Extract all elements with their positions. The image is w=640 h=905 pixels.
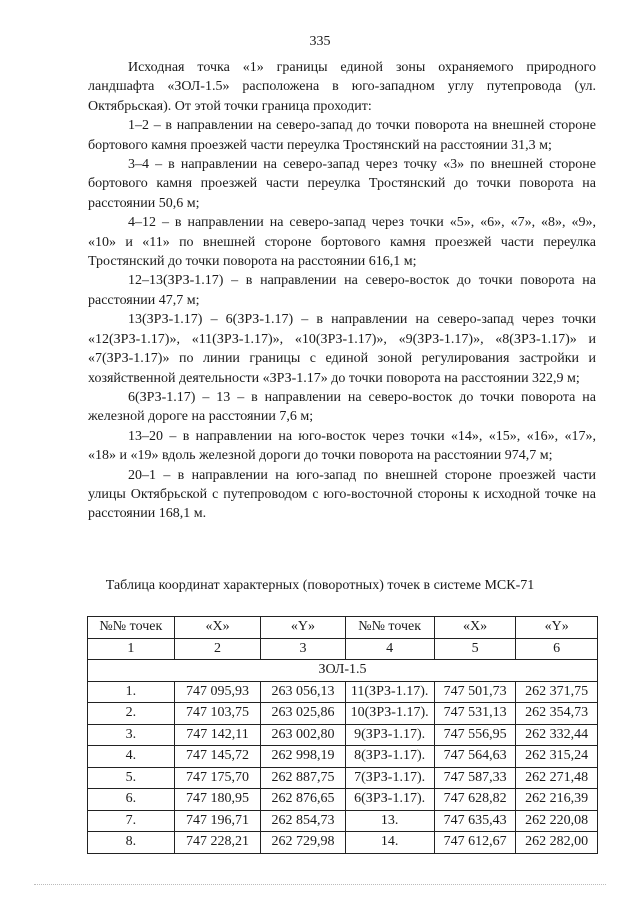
- table-body: [88, 681, 598, 853]
- table-cell: 747 228,21: [174, 832, 261, 854]
- table-cell: 13.: [345, 810, 434, 832]
- table-cell: 262 887,75: [261, 767, 345, 789]
- table-cell: 262 729,98: [261, 832, 345, 854]
- column-number-cell: 3: [261, 638, 345, 660]
- table-cell: 263 056,13: [261, 681, 345, 703]
- table-cell: 747 196,71: [174, 810, 261, 832]
- column-number-cell: 5: [434, 638, 516, 660]
- table-cell: 3.: [88, 724, 175, 746]
- table-row: [88, 724, 598, 746]
- table-cell: 262 315,24: [516, 746, 598, 768]
- table-cell: 8.: [88, 832, 175, 854]
- table-cell: 747 095,93: [174, 681, 261, 703]
- table-cell: 2.: [88, 703, 175, 725]
- table-cell: 1.: [88, 681, 175, 703]
- table-cell: 747 103,75: [174, 703, 261, 725]
- table-cell: 747 145,72: [174, 746, 261, 768]
- table-cell: 262 332,44: [516, 724, 598, 746]
- table-cell: 747 531,13: [434, 703, 516, 725]
- table-cell: 747 612,67: [434, 832, 516, 854]
- table-cell: 10(ЗРЗ-1.17).: [345, 703, 434, 725]
- table-cell: 6.: [88, 789, 175, 811]
- table-cell: 14.: [345, 832, 434, 854]
- page-number: 335: [309, 34, 331, 49]
- table-cell: 5.: [88, 767, 175, 789]
- table-cell: 4.: [88, 746, 175, 768]
- table-cell: 747 635,43: [434, 810, 516, 832]
- table-cell: 747 628,82: [434, 789, 516, 811]
- header-cell: №№ точек: [345, 617, 434, 639]
- footer-scan-line: [34, 884, 606, 887]
- header-cell: №№ точек: [88, 617, 175, 639]
- header-cell: «Y»: [261, 617, 345, 639]
- table-cell: 262 854,73: [261, 810, 345, 832]
- table-cell: 747 556,95: [434, 724, 516, 746]
- table-cell: 7(ЗРЗ-1.17).: [345, 767, 434, 789]
- section-title-row: [88, 660, 598, 682]
- header-cell: «X»: [174, 617, 261, 639]
- table-cell: 747 175,70: [174, 767, 261, 789]
- table-cell: 747 180,95: [174, 789, 261, 811]
- table-cell: 747 564,63: [434, 746, 516, 768]
- paragraph-segment-12-13: 12–13(ЗРЗ-1.17) – в направлении на северо-восток до точки поворота на расстоянии 47,7 м;: [88, 273, 596, 308]
- column-number-cell: 6: [516, 638, 598, 660]
- section-title: ЗОЛ-1.5: [88, 660, 598, 682]
- column-number-cell: 1: [88, 638, 175, 660]
- table-row: [88, 681, 598, 703]
- paragraph-segment-13-20: 13–20 – в направлении на юго-восток через точки «14», «15», «16», «17», «18» и «19» вдоль железной дороги до точки поворота на расстоянии 974,7 м;: [88, 428, 596, 464]
- table-cell: 7.: [88, 810, 175, 832]
- table-row: [88, 703, 598, 725]
- table-cell: 747 501,73: [434, 681, 516, 703]
- boundary-description: [88, 58, 596, 524]
- table-row: [88, 789, 598, 811]
- paragraph-segment-4-12: 4–12 – в направлении на северо-запад через точки «5», «6», «7», «8», «9», «10» и «11» по внешней стороне бортового камня проезжей части переулка Тростянский до точки поворота на расстоянии 616,1 м;: [88, 215, 596, 270]
- paragraph-segment-13-6: 13(ЗРЗ-1.17) – 6(ЗРЗ-1.17) – в направлении на северо-запад через точки «12(ЗРЗ-1.17)», «11(ЗРЗ-1.17)», «10(ЗРЗ-1.17)», «9(ЗРЗ-1.17)», «8(ЗРЗ-1.17)» и «7(ЗРЗ-1.17)» по линии границы с единой зоной регулирования застройки и хозяйственной деятельности «ЗРЗ-1.17» до точки поворота на расстоянии 322,9 м;: [88, 312, 596, 386]
- table-row: [88, 746, 598, 768]
- table-cell: 262 282,00: [516, 832, 598, 854]
- column-number-cell: 2: [174, 638, 261, 660]
- coordinates-table: [87, 616, 598, 854]
- table-row: [88, 810, 598, 832]
- column-number-row: [88, 638, 598, 660]
- paragraph-intro: Исходная точка «1» границы единой зоны охраняемого природного ландшафта «ЗОЛ-1.5» расположена в юго-западном углу путепровода (ул. Октябрьская). От этой точки граница проходит:: [88, 60, 596, 114]
- table-cell: 262 371,75: [516, 681, 598, 703]
- table-cell: 11(ЗРЗ-1.17).: [345, 681, 434, 703]
- table-row: [88, 832, 598, 854]
- table-cell: 747 587,33: [434, 767, 516, 789]
- table-cell: 262 271,48: [516, 767, 598, 789]
- table-cell: 747 142,11: [174, 724, 261, 746]
- table-cell: 263 025,86: [261, 703, 345, 725]
- table-caption: Таблица координат характерных (поворотных) точек в системе МСК-71: [105, 578, 535, 593]
- paragraph-segment-6-13: 6(ЗРЗ-1.17) – 13 – в направлении на северо-восток до точки поворота на железной дороге на расстоянии 7,6 м;: [88, 389, 596, 425]
- table-cell: 263 002,80: [261, 724, 345, 746]
- paragraph-segment-1-2: 1–2 – в направлении на северо-запад до точки поворота на внешней стороне бортового камня проезжей части переулка Тростянский на расстоянии 31,3 м;: [88, 118, 596, 153]
- table-cell: 9(ЗРЗ-1.17).: [345, 724, 434, 746]
- paragraph-segment-3-4: 3–4 – в направлении на северо-запад через точку «3» по внешней стороне бортового камня проезжей части переулка Тростянский до точки поворота на расстоянии 50,6 м;: [88, 157, 596, 211]
- table-cell: 6(ЗРЗ-1.17).: [345, 789, 434, 811]
- table-row: [88, 767, 598, 789]
- table-cell: 262 876,65: [261, 789, 345, 811]
- header-cell: «X»: [434, 617, 516, 639]
- column-number-cell: 4: [345, 638, 434, 660]
- paragraph-segment-20-1: 20–1 – в направлении на юго-запад по внешней стороне проезжей части улицы Октябрьской с путепроводом с юго-восточной стороны к исходной точке на расстоянии 168,1 м.: [88, 467, 596, 522]
- table-header-row: [88, 617, 598, 639]
- table-cell: 262 354,73: [516, 703, 598, 725]
- table-cell: 262 998,19: [261, 746, 345, 768]
- header-cell: «Y»: [516, 617, 598, 639]
- table-cell: 262 220,08: [516, 810, 598, 832]
- table-cell: 262 216,39: [516, 789, 598, 811]
- table-cell: 8(ЗРЗ-1.17).: [345, 746, 434, 768]
